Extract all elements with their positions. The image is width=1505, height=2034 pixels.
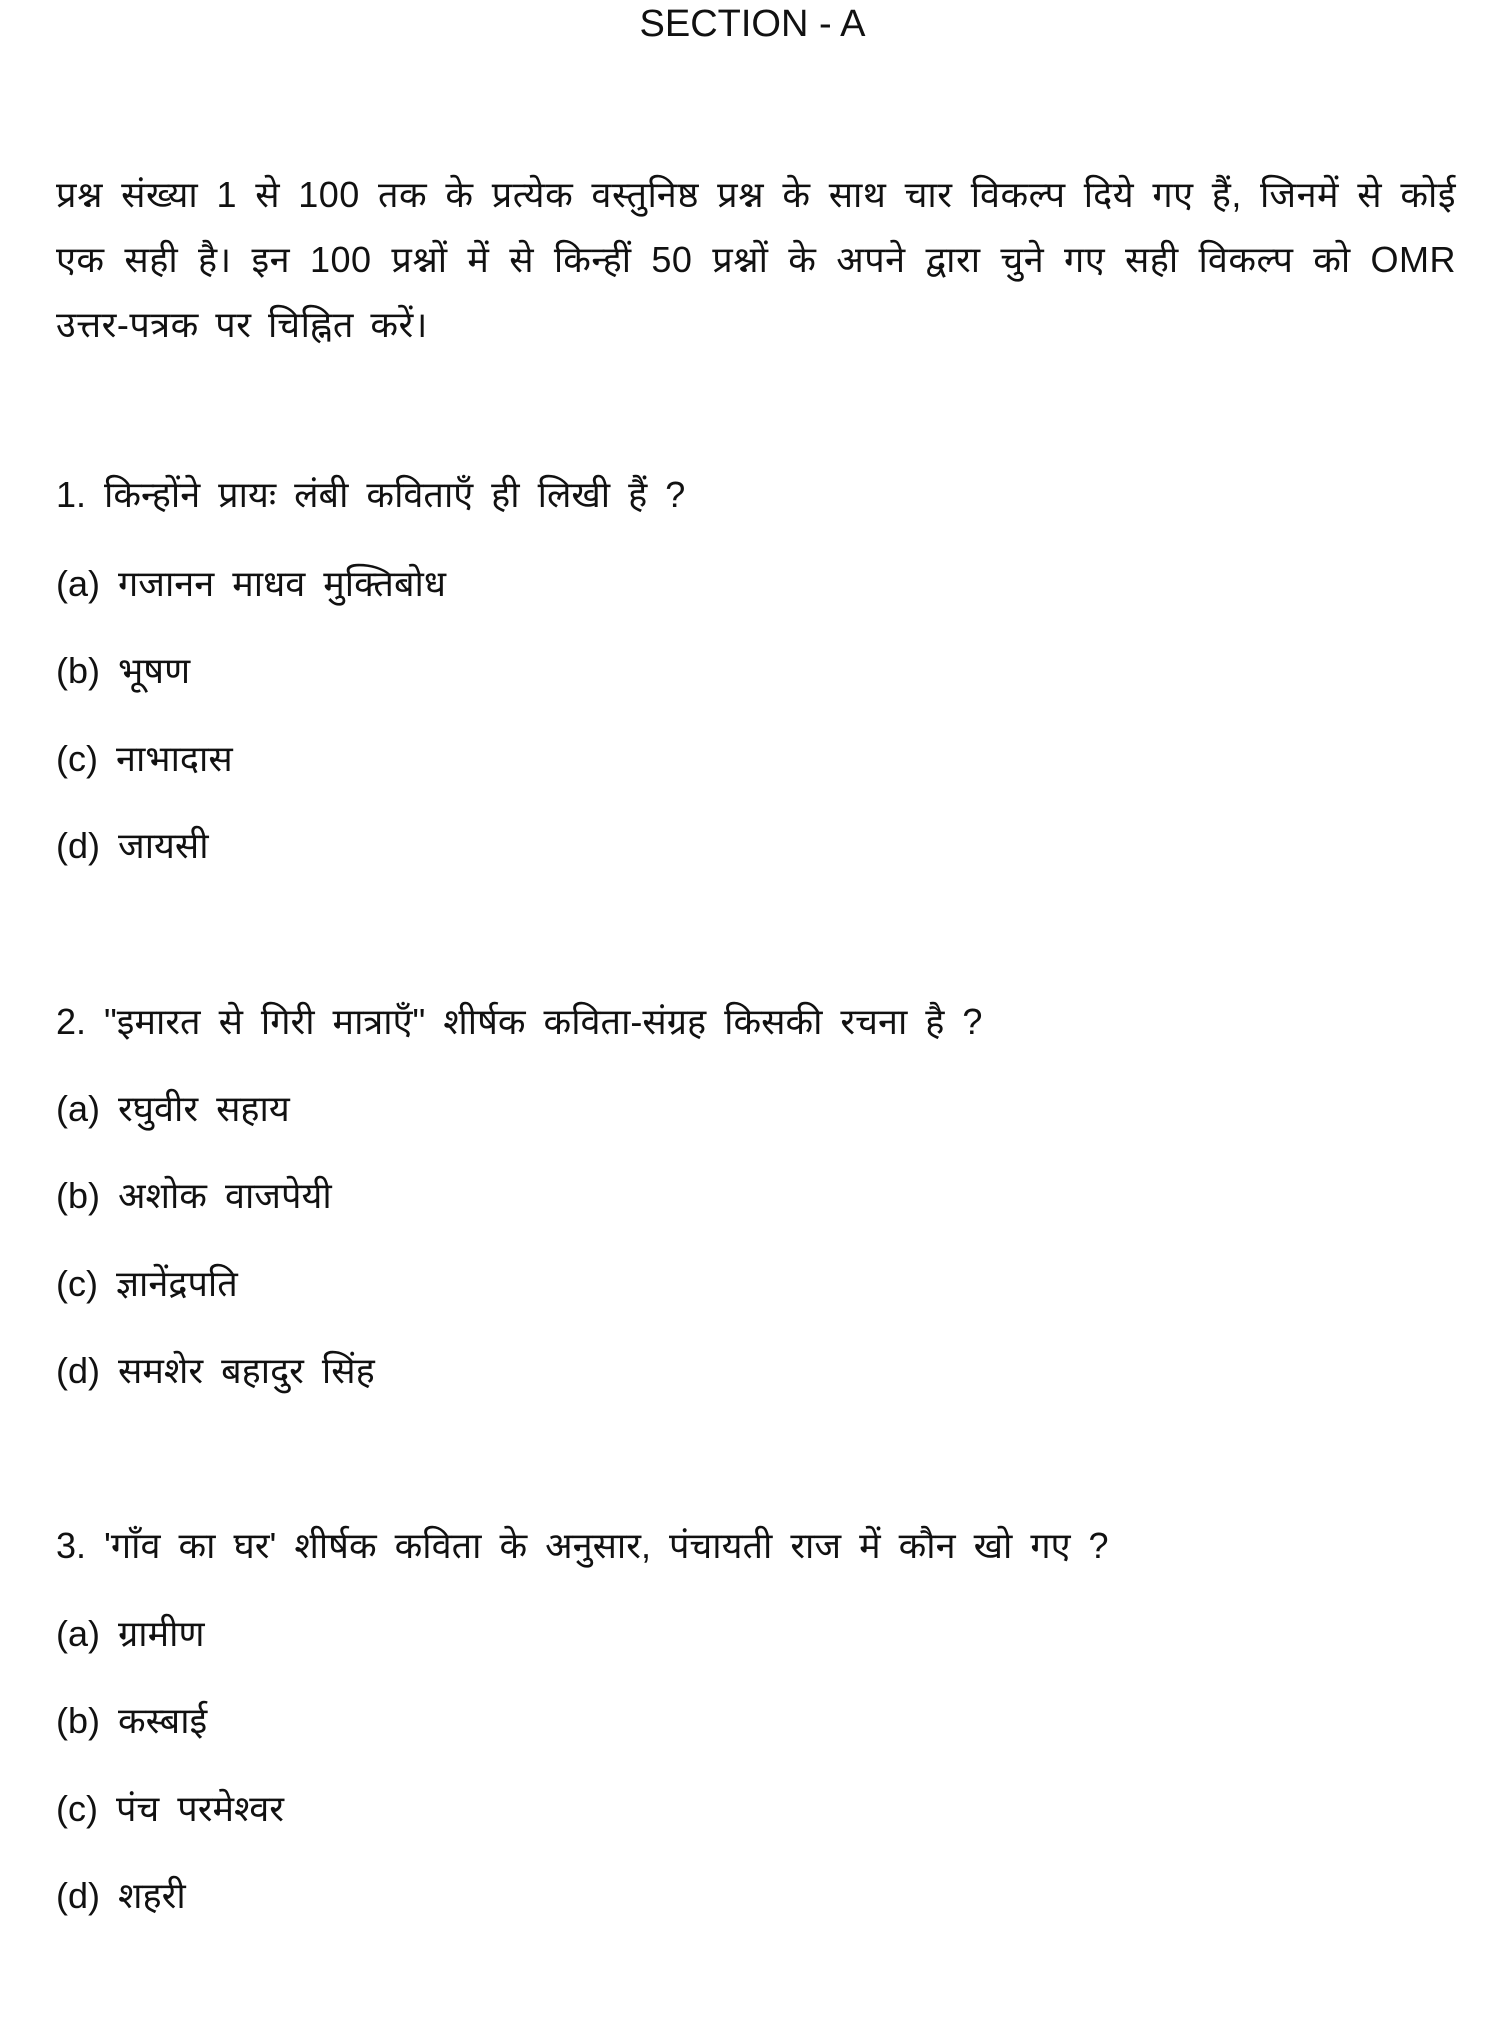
option-c: (c) नाभादास [56, 738, 233, 779]
option-d: (d) शहरी [56, 1875, 186, 1916]
question-text: 1. किन्होंने प्रायः लंबी कविताएँ ही लिखी हैं ? [56, 474, 686, 515]
question-text: 3. 'गाँव का घर' शीर्षक कविता के अनुसार, पंचायती राज में कौन खो गए ? [56, 1525, 1109, 1566]
option-b: (b) अशोक वाजपेयी [56, 1175, 332, 1216]
option-d: (d) जायसी [56, 825, 209, 866]
option-b: (b) कस्बाई [56, 1700, 208, 1741]
option-d: (d) समशेर बहादुर सिंह [56, 1350, 375, 1391]
option-a: (a) ग्रामीण [56, 1613, 205, 1654]
option-c: (c) पंच परमेश्वर [56, 1788, 285, 1829]
option-c: (c) ज्ञानेंद्रपति [56, 1263, 238, 1304]
section-title: SECTION - A [639, 3, 866, 45]
question-text: 2. "इमारत से गिरी मात्राएँ" शीर्षक कविता-संग्रह किसकी रचना है ? [56, 1001, 983, 1042]
option-a: (a) गजानन माधव मुक्तिबोध [56, 563, 446, 604]
option-b: (b) भूषण [56, 650, 191, 691]
instructions-paragraph: प्रश्न संख्या 1 से 100 तक के प्रत्येक वस्तुनिष्ठ प्रश्न के साथ चार विकल्प दिये गए हैं, जिनमें से कोई एक सही है। इन 100 प्रश्नों में से किन्हीं 50 प्रश्नों के अपने द्वारा चुने गए सही विकल्प को OMR उत्तर-पत्रक पर चिह्नित करें। [56, 174, 1456, 345]
option-a: (a) रघुवीर सहाय [56, 1088, 290, 1129]
